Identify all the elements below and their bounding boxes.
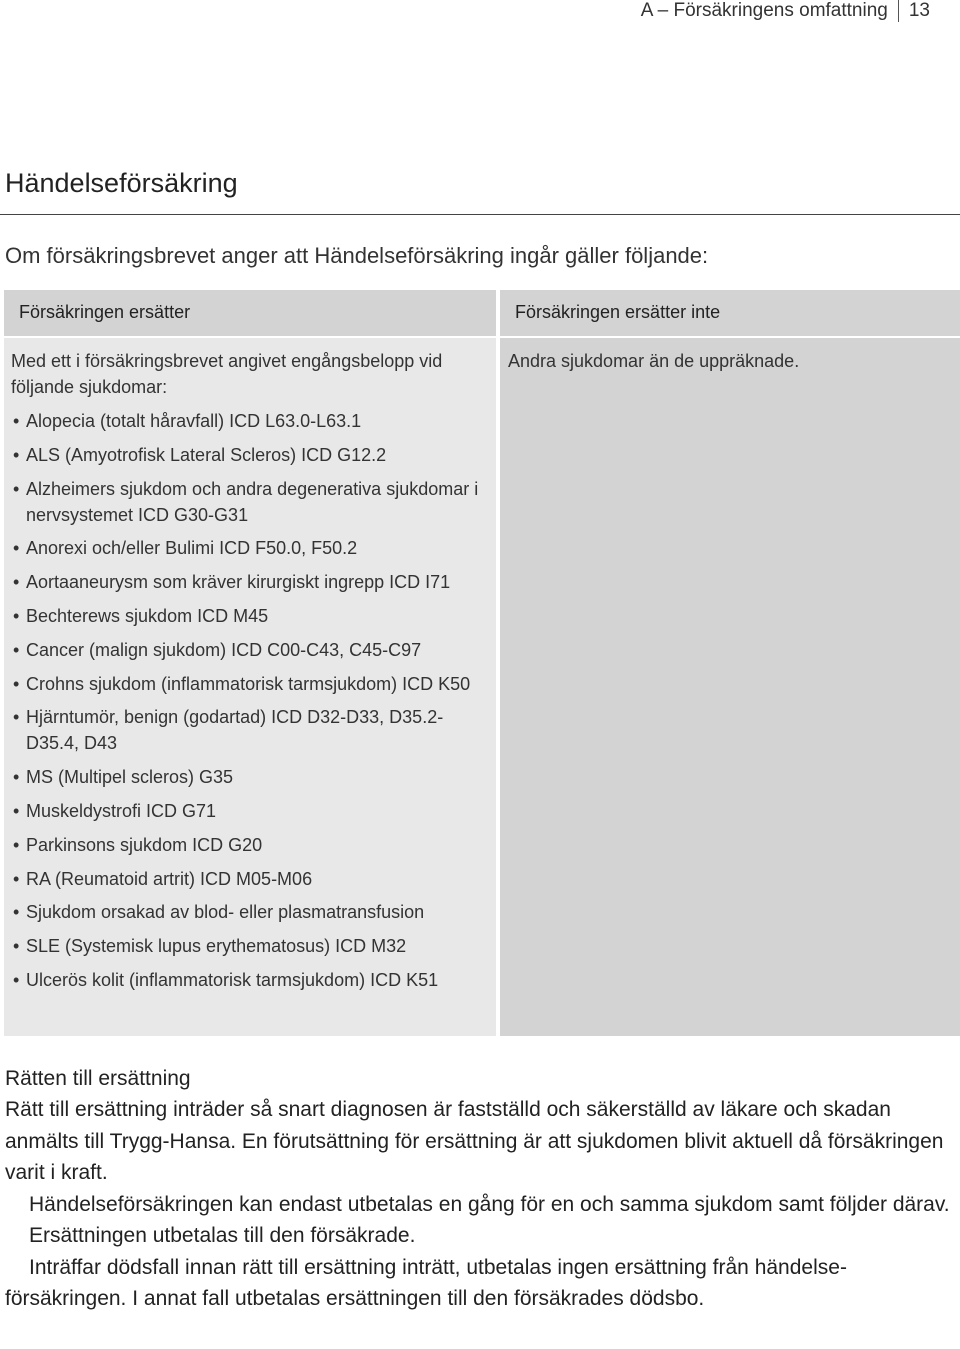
list-item-text: Alopecia (totalt håravfall) ICD L63.0-L63.1 [26, 411, 362, 431]
bullet-icon: • [13, 902, 20, 923]
list-item [11, 408, 486, 434]
list-item-text: Sjukdom orsakad av blod- eller plasmatransfusion [26, 902, 425, 923]
list-item [11, 569, 486, 595]
list-item-text: Hjärntumör, benign (godartad) ICD D32-D33, D35.2-D35.4, D43 [26, 707, 444, 754]
list-item [11, 832, 486, 858]
list-item [11, 535, 486, 561]
intro-text: Om försäkringsbrevet anger att Händelseförsäkring ingår gäller följande: [5, 243, 709, 268]
list-item-text: RA (Reumatoid artrit) ICD M05-M06 [26, 868, 313, 889]
list-item-text: Anorexi och/eller Bulimi ICD F50.0, F50.2 [26, 538, 358, 559]
bullet-icon: • [13, 572, 20, 593]
list-item-text: Ulcerös kolit (inflammatorisk tarmsjukdom) ICD K51 [26, 969, 439, 990]
covered-lead-text: Med ett i försäkringsbrevet angivet engångsbelopp vid följande sjukdomar: [11, 351, 443, 397]
not-covered-text: Andra sjukdomar än de uppräknade. [508, 351, 800, 371]
running-header [641, 0, 930, 22]
list-item-text: ALS (Amyotrofisk Lateral Scleros) ICD G12.2 [26, 444, 387, 465]
page-number: 13 [908, 0, 930, 21]
not-covered-cell [500, 338, 960, 1036]
list-item-text: Crohns sjukdom (inflammatorisk tarmsjukdom) ICD K50 [26, 673, 471, 694]
compensation-section [5, 1064, 955, 1315]
section-paragraph: Inträffar dödsfall innan rätt till ersättning inträtt, utbetalas ingen ersättning från händelse-försäkringen. I annat fall utbetalas ersättningen till den försäkrades dödsbo. [5, 1255, 847, 1310]
list-item-text: Cancer (malign sjukdom) ICD C00-C43, C45-C97 [26, 639, 422, 660]
running-header-divider [898, 0, 899, 22]
not-covered-header: Försäkringen ersätter inte [500, 290, 960, 336]
list-item-text: SLE (Systemisk lupus erythematosus) ICD M32 [26, 936, 407, 957]
bullet-icon: • [13, 868, 20, 889]
list-item-text: Aortaaneurysm som kräver kirurgiskt ingrepp ICD I71 [26, 572, 451, 593]
bullet-icon: • [13, 605, 20, 626]
bullet-icon: • [13, 707, 20, 728]
disease-list [11, 408, 486, 993]
coverage-table [4, 290, 956, 1034]
list-item [11, 764, 486, 790]
list-item [11, 798, 486, 824]
bullet-icon: • [13, 478, 20, 499]
bullet-icon: • [13, 936, 20, 957]
list-item-text: Alzheimers sjukdom och andra degenerativa sjukdomar i nervsystemet ICD G30-G31 [26, 478, 479, 525]
title-divider [0, 214, 960, 215]
list-item-text: MS (Multipel scleros) G35 [26, 767, 234, 788]
bullet-icon: • [13, 444, 20, 465]
bullet-icon: • [13, 538, 20, 559]
list-item [11, 637, 486, 663]
section-paragraph: Ersättningen utbetalas till den försäkrade. [29, 1224, 416, 1247]
list-item [11, 899, 486, 925]
list-item [11, 866, 486, 892]
running-header-section: A – Försäkringens omfattning [640, 0, 888, 21]
page-title: Händelseförsäkring [5, 168, 238, 198]
list-item [11, 442, 486, 468]
list-item-text: Parkinsons sjukdom ICD G20 [26, 834, 263, 855]
section-heading: Rätten till ersättning [5, 1067, 191, 1090]
list-item [11, 704, 486, 756]
list-item [11, 671, 486, 697]
list-item [11, 476, 486, 528]
bullet-icon: • [13, 767, 20, 788]
bullet-icon: • [13, 411, 20, 431]
bullet-icon: • [13, 969, 20, 990]
covered-cell [4, 338, 496, 1036]
list-item-text: Bechterews sjukdom ICD M45 [26, 605, 269, 626]
list-item [11, 967, 486, 993]
list-item [11, 603, 486, 629]
list-item-text: Muskeldystrofi ICD G71 [26, 800, 217, 821]
bullet-icon: • [13, 673, 20, 694]
section-paragraph: Händelseförsäkringen kan endast utbetalas en gång för en och samma sjukdom samt följder därav. [29, 1192, 950, 1216]
section-paragraph: Rätt till ersättning inträder så snart diagnosen är fastställd och säkerställd av läkare och skadan anmälts till Trygg-Hansa. En förutsättning för ersättning är att sjukdomen blivit aktuell då försäkringen varit i kraft. [5, 1098, 944, 1184]
list-item [11, 933, 486, 959]
bullet-icon: • [13, 639, 20, 660]
covered-header: Försäkringen ersätter [4, 290, 496, 336]
bullet-icon: • [13, 800, 20, 821]
bullet-icon: • [13, 834, 20, 855]
